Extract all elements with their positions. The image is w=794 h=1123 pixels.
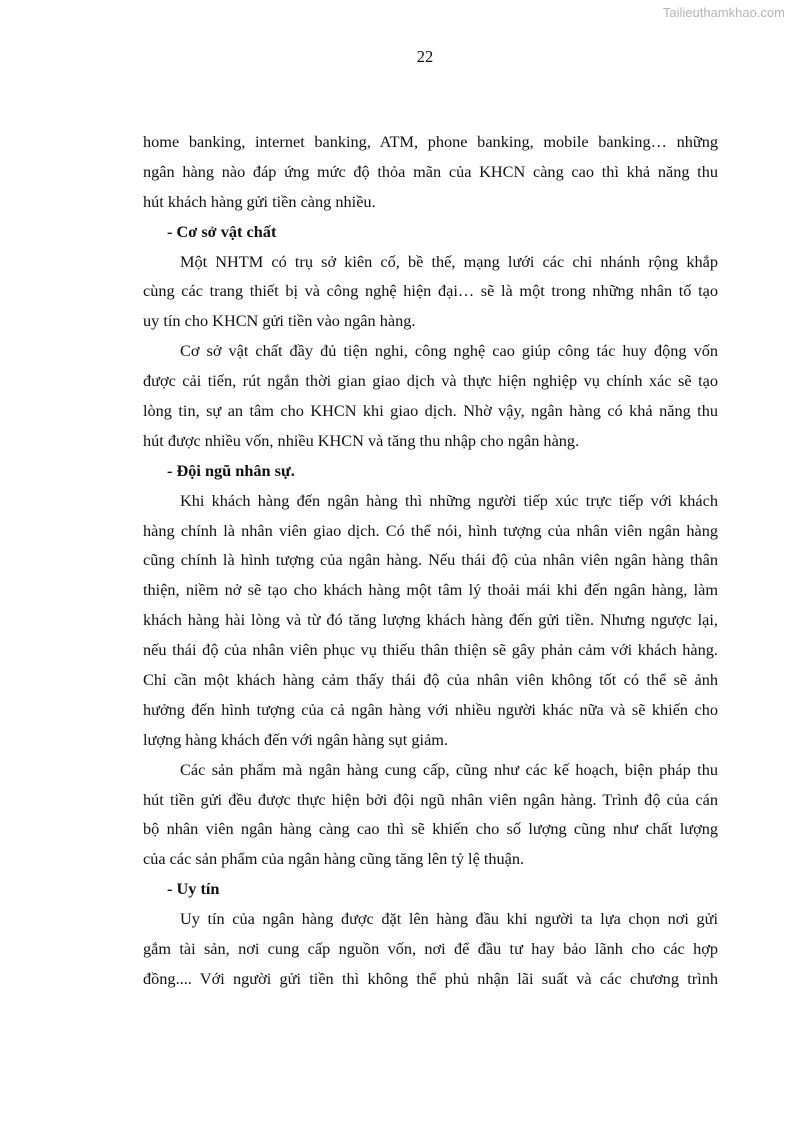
paragraph: [143, 127, 718, 217]
text-line: hút khách hàng gửi tiền càng nhiều.: [143, 191, 376, 211]
watermark: Tailieuthamkhao.com: [662, 5, 785, 20]
heading-text: - Đội ngũ nhân sự.: [167, 460, 295, 480]
text-line: Khi khách hàng đến ngân hàng thì những người tiếp xúc trực tiếp với khách: [180, 490, 718, 510]
text-line: lòng tin, sự an tâm cho KHCN khi giao dịch. Nhờ vậy, ngân hàng có khả năng thu: [143, 401, 718, 421]
paragraph: [143, 486, 718, 755]
text-line: Một NHTM có trụ sở kiên cố, bề thế, mạng lưới các chi nhánh rộng khắp: [180, 251, 718, 271]
document-body: [143, 127, 718, 994]
text-line: hàng chính là nhân viên giao dịch. Có thể nói, hình tượng của nhân viên ngân hàng: [143, 520, 718, 540]
text-line: cùng các trang thiết bị và công nghệ hiện đại… sẽ là một trong những nhân tố tạo: [143, 281, 718, 301]
paragraph: [143, 336, 718, 456]
text-line: thiện, niềm nở sẽ tạo cho khách hàng một tâm lý thoải mái khi đến ngân hàng, làm: [143, 580, 718, 600]
text-line: của các sản phẩm của ngân hàng cũng tăng lên tỷ lệ thuận.: [143, 849, 525, 869]
text-line: Cơ sở vật chất đầy đủ tiện nghi, công nghệ cao giúp công tác huy động vốn: [180, 341, 718, 361]
text-line: đồng.... Với người gửi tiền thì không thể phủ nhận lãi suất và các chương trình: [143, 968, 718, 988]
section-heading: [143, 217, 718, 247]
text-line: gắm tài sản, nơi cung cấp nguồn vốn, nơi để đầu tư hay bảo lãnh cho các hợp: [143, 939, 718, 959]
text-line: hút được nhiều vốn, nhiều KHCN và tăng thu nhập cho ngân hàng.: [143, 430, 580, 450]
text-line: Các sản phẩm mà ngân hàng cung cấp, cũng như các kế hoạch, biện pháp thu: [180, 759, 718, 779]
text-line: ngân hàng nào đáp ứng mức độ thỏa mãn của KHCN càng cao thì khả năng thu: [143, 161, 718, 181]
heading-text: - Cơ sở vật chất: [167, 221, 277, 241]
paragraph: [143, 247, 718, 337]
page-number: 22: [416, 47, 434, 66]
text-line: lượng hàng khách đến với ngân hàng sụt giảm.: [143, 729, 449, 749]
section-heading: [143, 456, 718, 486]
text-line: Uy tín của ngân hàng được đặt lên hàng đầu khi người ta lựa chọn nơi gửi: [180, 909, 718, 929]
text-line: hưởng đến hình tượng của cả ngân hàng với nhiều người khác nữa và sẽ khiến cho: [143, 699, 718, 719]
text-line: hút tiền gửi đều được thực hiện bởi đội ngũ nhân viên ngân hàng. Trình độ của cán: [143, 789, 718, 809]
text-line: uy tín cho KHCN gửi tiền vào ngân hàng.: [143, 311, 416, 331]
text-line: nếu thái độ của nhân viên phục vụ thiếu thân thiện sẽ gây phản cảm với khách hàng.: [143, 640, 718, 660]
paragraph: [143, 755, 718, 875]
text-line: khách hàng hài lòng và từ đó tăng lượng khách hàng đến gửi tiền. Nhưng ngược lại,: [143, 610, 718, 630]
text-line: home banking, internet banking, ATM, phone banking, mobile banking… những: [143, 132, 718, 151]
paragraph: [143, 904, 718, 994]
section-heading: [143, 874, 718, 904]
text-line: được cải tiến, rút ngắn thời gian giao dịch và thực hiện nghiệp vụ chính xác sẽ tạo: [143, 371, 718, 391]
text-line: cũng chính là hình tượng của ngân hàng. Nếu thái độ của nhân viên ngân hàng thân: [143, 550, 718, 570]
heading-text: - Uy tín: [167, 879, 220, 899]
text-line: Chỉ cần một khách hàng cảm thấy thái độ của nhân viên không tốt có thể sẽ ảnh: [143, 670, 718, 690]
text-line: bộ nhân viên ngân hàng càng cao thì sẽ khiến cho số lượng cũng như chất lượng: [143, 819, 718, 839]
